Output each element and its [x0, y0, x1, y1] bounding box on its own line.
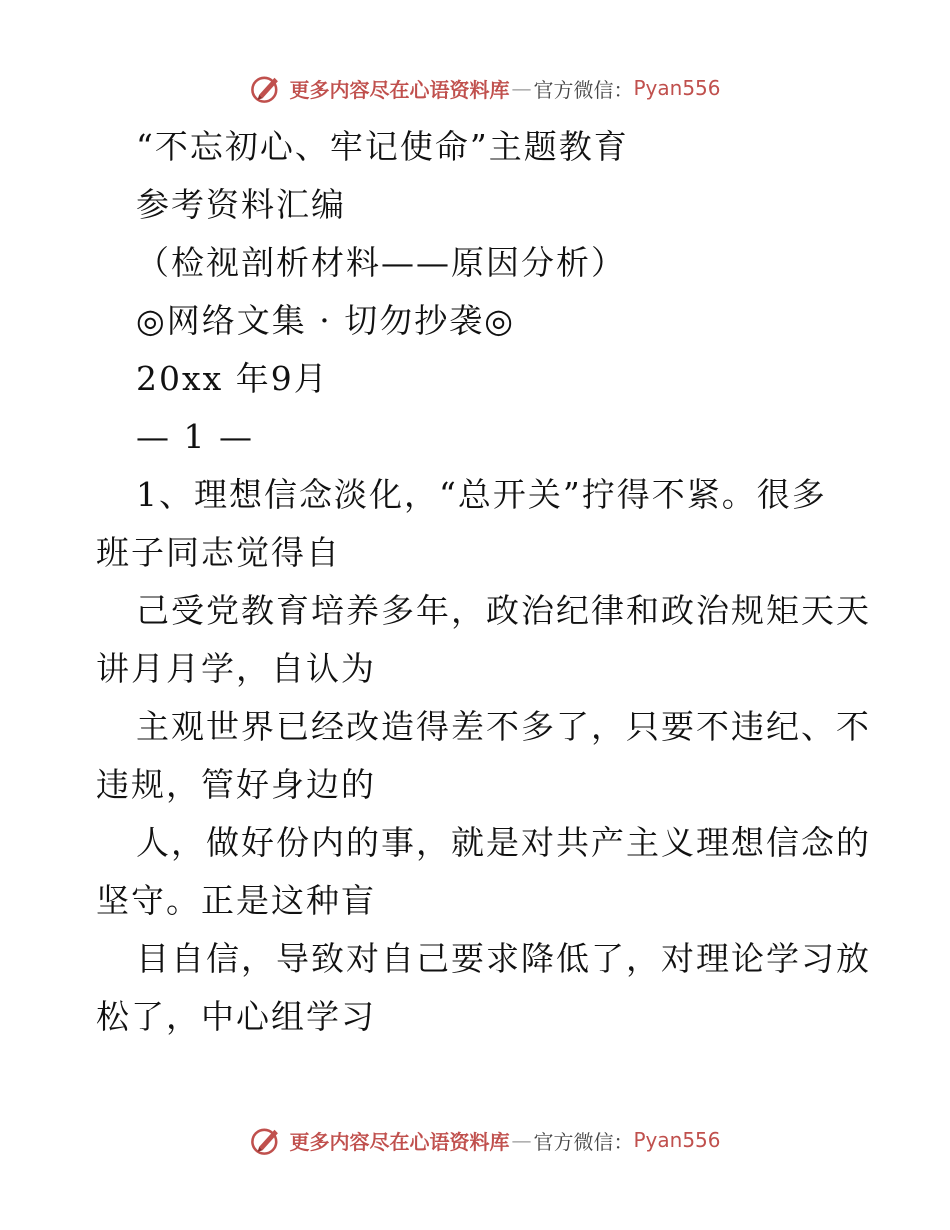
paragraph-line: 己受党教育培养多年，政治纪律和政治规矩天天: [136, 591, 871, 630]
document-note: ◎网络文集 · 切勿抄袭◎: [136, 301, 516, 340]
watermark-text: 更多内容尽在心语资料库: [289, 77, 510, 102]
watermark-dash: —: [511, 1128, 532, 1152]
paragraph-line: 目自信，导致对自己要求降低了，对理论学习放: [136, 939, 871, 978]
watermark-dash: —: [511, 76, 532, 100]
paragraph-line: 1、理想信念淡化，“总开关”拧得不紧。很多: [136, 475, 827, 514]
document-section: （检视剖析材料——原因分析）: [136, 243, 626, 282]
watermark-header: [0, 68, 950, 108]
document-date: 20xx 年9月: [136, 359, 329, 398]
watermark-label: 官方微信：: [533, 1129, 634, 1154]
watermark-label: 官方微信：: [533, 77, 634, 102]
paragraph-line: 人，做好份内的事，就是对共产主义理想信念的: [136, 823, 871, 862]
page-marker: — 1 —: [136, 417, 254, 456]
pen-nib-logo-icon: [249, 71, 283, 105]
watermark-text: 更多内容尽在心语资料库: [289, 1129, 510, 1154]
paragraph-line: 坚守。正是这种盲: [96, 881, 376, 920]
paragraph-line: 违规，管好身边的: [96, 765, 376, 804]
watermark-footer: [0, 1120, 950, 1160]
paragraph-line: 讲月月学，自认为: [96, 649, 376, 688]
pen-nib-logo-icon: [249, 1123, 283, 1157]
watermark-id: Pyan556: [633, 1128, 721, 1152]
document-title: “不忘初心、牢记使命”主题教育: [136, 127, 629, 166]
paragraph-line: 主观世界已经改造得差不多了，只要不违纪、不: [136, 707, 871, 746]
paragraph-line: 班子同志觉得自: [96, 533, 341, 572]
document-subtitle: 参考资料汇编: [136, 185, 346, 224]
paragraph-line: 松了，中心组学习: [96, 997, 376, 1036]
document-body: [96, 118, 871, 1046]
watermark-id: Pyan556: [633, 76, 721, 100]
